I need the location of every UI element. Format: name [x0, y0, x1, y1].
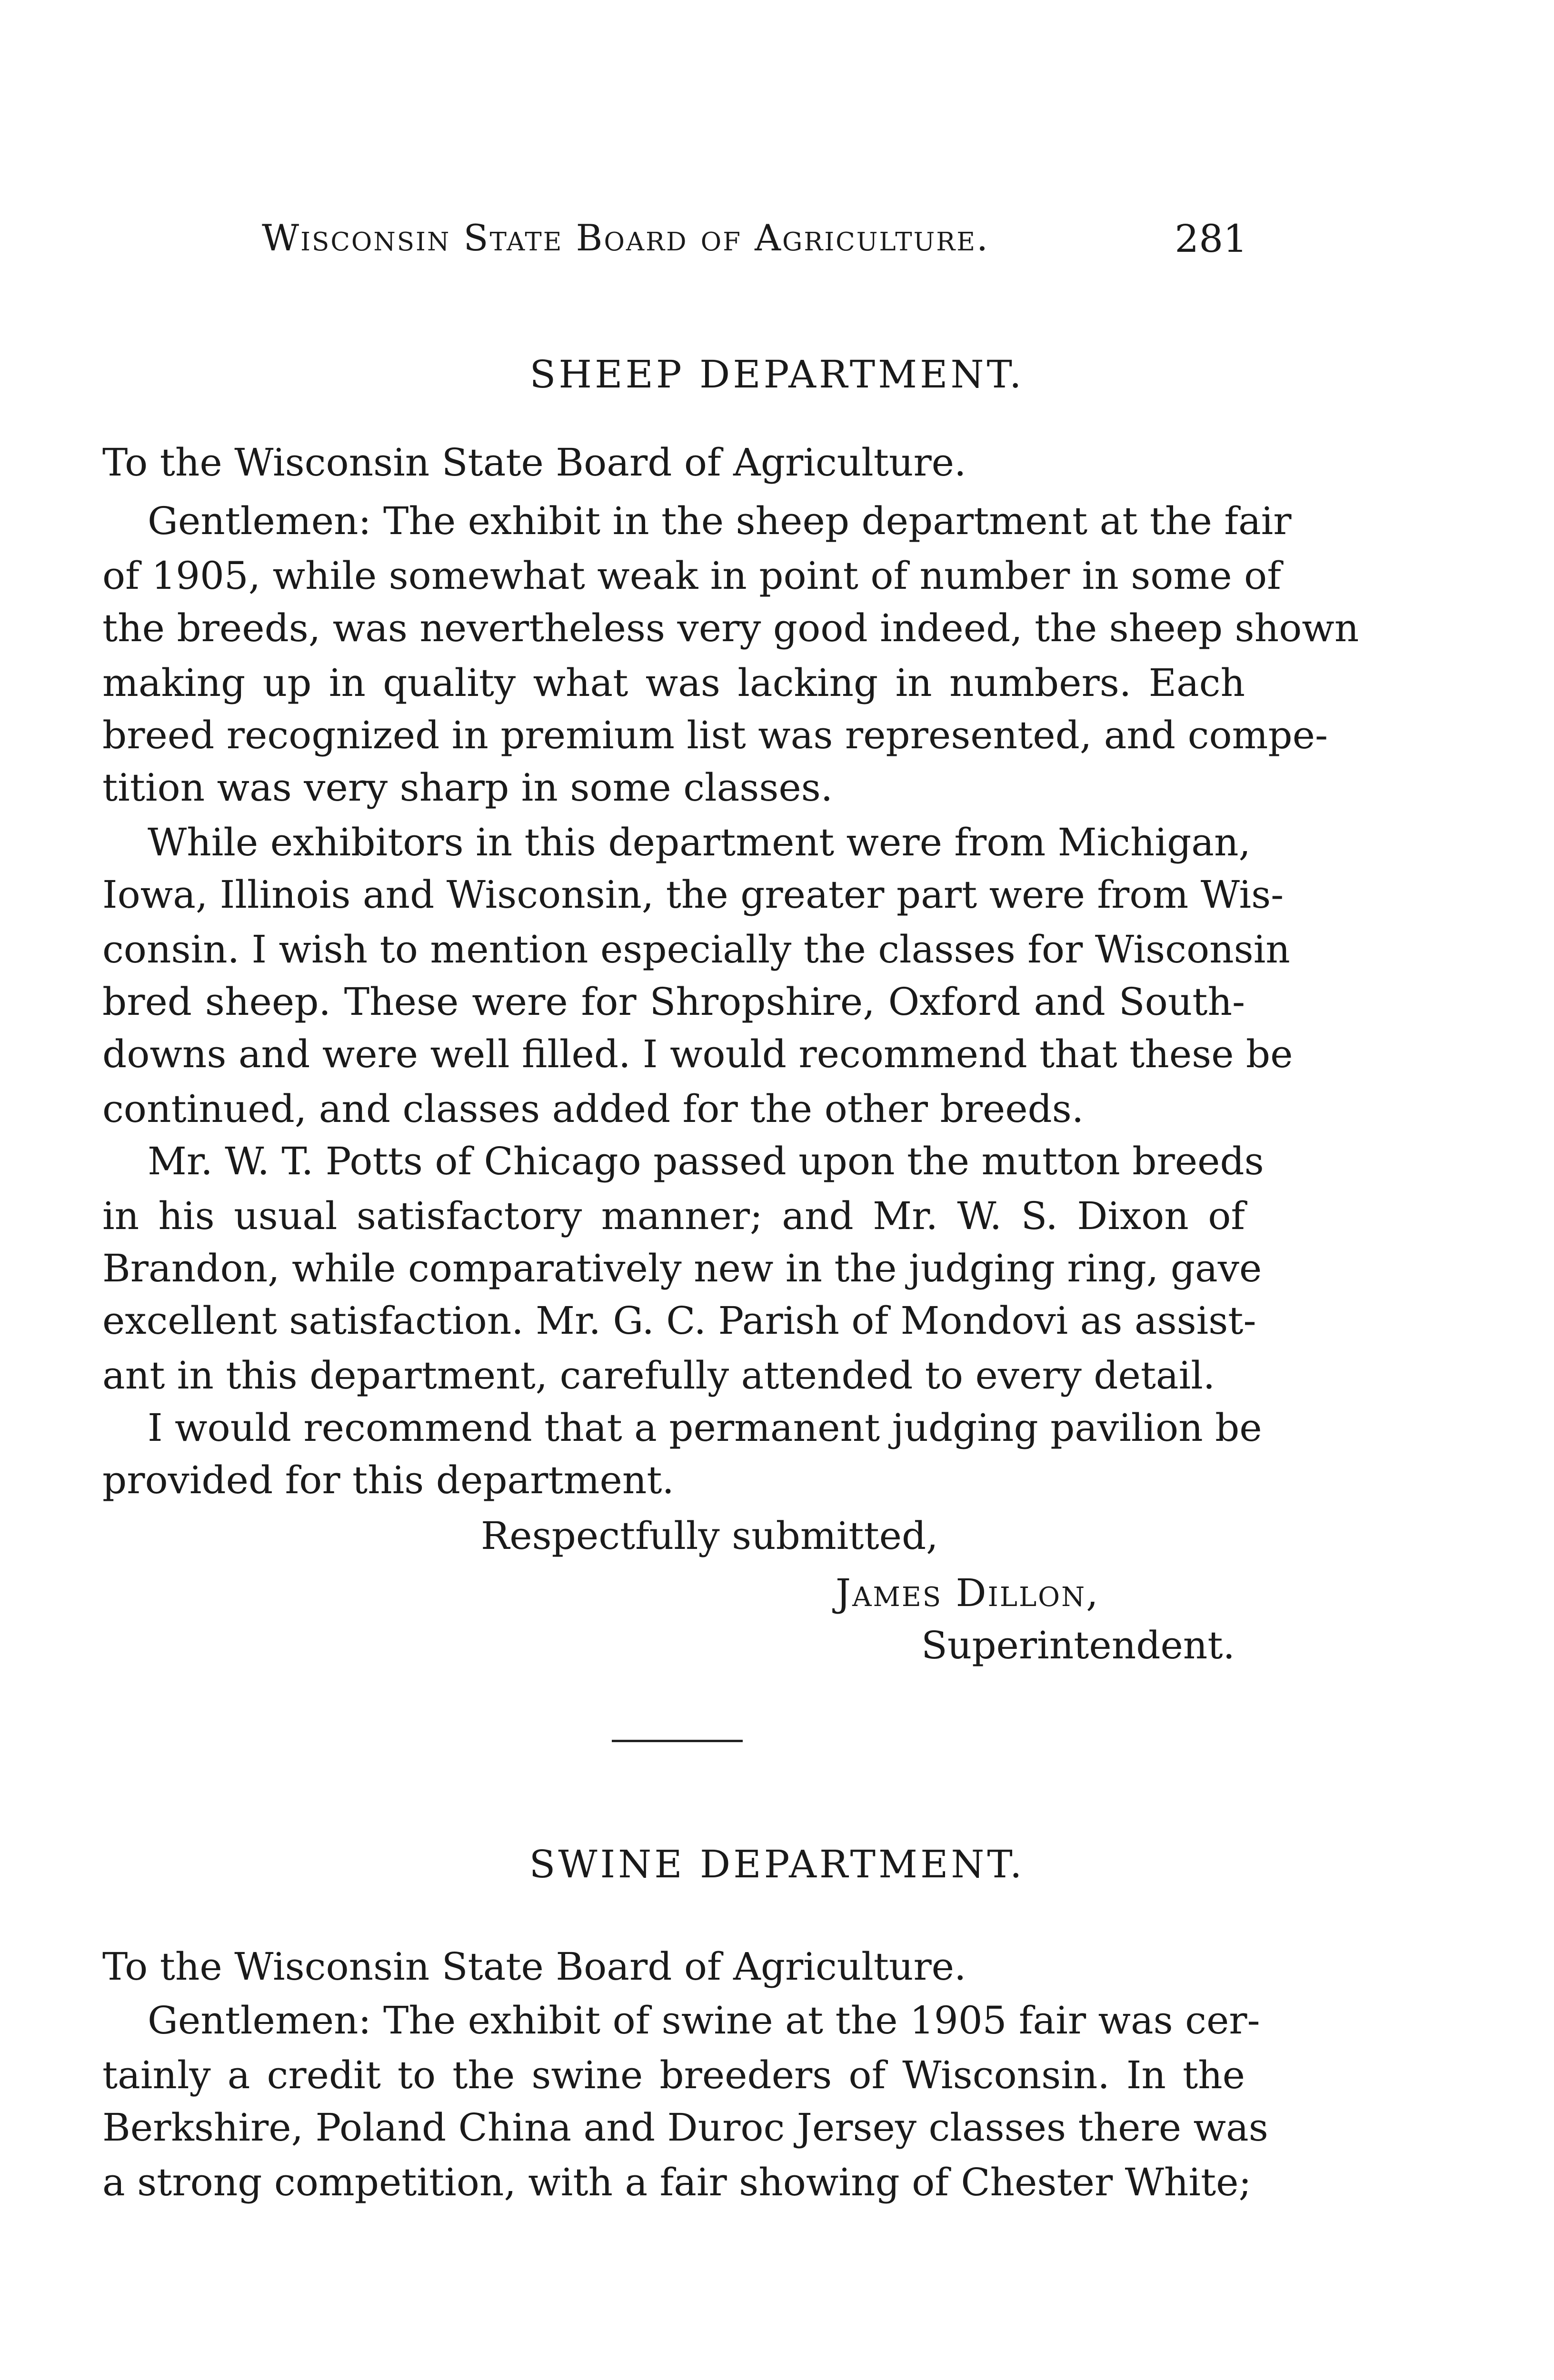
- section-divider: [612, 1740, 743, 1742]
- paragraph-line: tition was very sharp in some classes.: [102, 765, 833, 810]
- paragraph-line: Gentlemen: The exhibit of swine at the 1905 fair was cer-: [148, 1998, 1260, 2043]
- paragraph-line: Mr. W. T. Potts of Chicago passed upon the mutton breeds: [148, 1139, 1264, 1183]
- paragraph-line: ant in this department, carefully attended to every detail.: [102, 1353, 1215, 1398]
- paragraph-line: tainly a credit to the swine breeders of Wisconsin. In the: [102, 2053, 1245, 2097]
- sheep-salutation: To the Wisconsin State Board of Agriculture.: [102, 440, 966, 485]
- paragraph-line: of 1905, while somewhat weak in point of number in some of: [102, 554, 1281, 598]
- paragraph-line: a strong competition, with a fair showing of Chester White;: [102, 2160, 1252, 2204]
- swine-department-heading: SWINE DEPARTMENT.: [529, 1842, 1025, 1886]
- paragraph-line: in his usual satisfactory manner; and Mr. W. S. Dixon of: [102, 1194, 1245, 1238]
- paragraph-line: Berkshire, Poland China and Duroc Jersey classes there was: [102, 2105, 1268, 2150]
- paragraph-line: Gentlemen: The exhibit in the sheep department at the fair: [148, 499, 1292, 543]
- paragraph-line: Brandon, while comparatively new in the judging ring, gave: [102, 1246, 1262, 1290]
- paragraph-line: consin. I wish to mention especially the classes for Wisconsin: [102, 927, 1290, 972]
- running-header: [262, 217, 1247, 274]
- paragraph-line: continued, and classes added for the other breeds.: [102, 1087, 1084, 1131]
- paragraph-line: the breeds, was nevertheless very good indeed, the sheep shown: [102, 606, 1359, 650]
- signer-title: Superintendent.: [921, 1623, 1235, 1667]
- paragraph-line: Iowa, Illinois and Wisconsin, the greater part were from Wis-: [102, 873, 1284, 917]
- paragraph-line: I would recommend that a permanent judging pavilion be: [148, 1406, 1262, 1450]
- paragraph-line: While exhibitors in this department were from Michigan,: [148, 820, 1251, 864]
- paragraph-line: excellent satisfaction. Mr. G. C. Parish of Mondovi as assist-: [102, 1299, 1256, 1343]
- paragraph-line: making up in quality what was lacking in numbers. Each: [102, 661, 1245, 705]
- paragraph-line: provided for this department.: [102, 1458, 674, 1502]
- running-title: Wisconsin State Board of Agriculture.: [262, 217, 990, 259]
- closing-phrase: Respectfully submitted,: [481, 1514, 938, 1558]
- sheep-department-heading: SHEEP DEPARTMENT.: [529, 352, 1025, 397]
- paragraph-line: downs and were well filled. I would recommend that these be: [102, 1032, 1293, 1076]
- swine-salutation: To the Wisconsin State Board of Agriculture.: [102, 1944, 966, 1989]
- page-number: 281: [1175, 217, 1247, 261]
- paragraph-line: bred sheep. These were for Shropshire, Oxford and South-: [102, 980, 1245, 1024]
- signer-name: James Dillon,: [836, 1571, 1100, 1615]
- paragraph-line: breed recognized in premium list was represented, and compe-: [102, 713, 1328, 757]
